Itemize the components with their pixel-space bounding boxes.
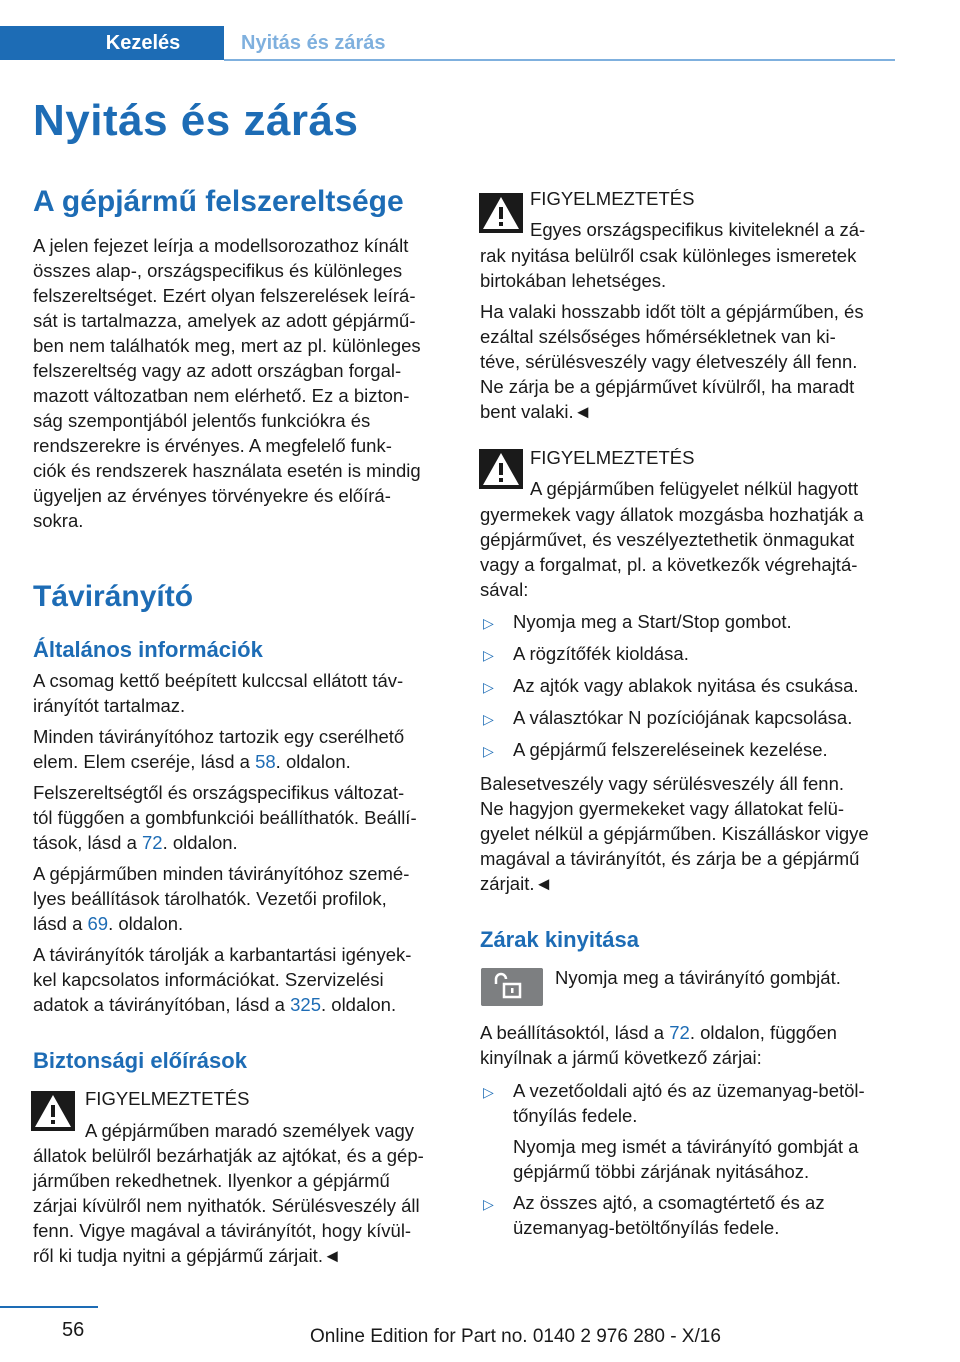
section-tab[interactable] xyxy=(241,26,386,60)
text-line: rendszerekre is érvényes. A megfelelő funk- xyxy=(33,435,392,456)
text-line xyxy=(33,992,453,1017)
text-line: A gépjárműben felügyelet nélkül hagyott xyxy=(530,478,859,499)
chapter-tab[interactable] xyxy=(0,26,224,60)
text-line xyxy=(480,1020,900,1045)
text-line: A távirányítók tárolják a karbantartási igények- xyxy=(33,944,412,965)
text-line xyxy=(33,830,453,855)
text-line: bent valaki.◄ xyxy=(480,401,592,422)
text-line: Ne zárja be a gépjárművet kívülről, ha maradt xyxy=(480,376,855,397)
text-line xyxy=(33,911,453,936)
general-info-text xyxy=(33,668,453,1017)
page-link[interactable]: 325 xyxy=(290,994,321,1015)
text-line: Nyomja meg ismét a távirányító gombját a xyxy=(513,1136,859,1157)
text-line: kinyílnak a jármű következő zárjai: xyxy=(480,1047,762,1068)
warning-triangle-icon xyxy=(479,193,523,233)
text-span: tások, lásd a xyxy=(33,832,143,853)
text-line: kel kapcsolatos információkat. Szervizelési xyxy=(33,969,384,990)
text-span: . oldalon, függően xyxy=(689,1022,837,1043)
text-line: összes alap-, országspecifikus és különleges xyxy=(33,260,403,281)
text-line: felszereltséget. Ezért olyan felszerelések leírá- xyxy=(33,285,416,306)
list-item: A választókar N pozíciójának kapcsolása. xyxy=(513,707,853,728)
text-line: téve, sérülésveszély vagy életveszély áll fenn. xyxy=(480,351,858,372)
triangle-bullet-icon: ▷ xyxy=(483,647,494,663)
text-span: elem. Elem cseréje, lásd a xyxy=(33,751,256,772)
text-line: magával a távirányítót, és zárja be a gépjármű xyxy=(480,848,860,869)
text-line: Az összes ajtó, a csomagtértető és az xyxy=(513,1192,825,1213)
text-line: birtokában lehetséges. xyxy=(480,270,667,291)
text-line: gyelet nélkül a gépjárműben. Kiszálláskor vigye xyxy=(480,823,869,844)
text-line: Felszereltségtől és országspecifikus változat- xyxy=(33,782,405,803)
page-link[interactable]: 69 xyxy=(87,913,109,934)
text-line: ság szempontjából jelentős funkciókra és xyxy=(33,410,371,431)
page-link[interactable]: 58 xyxy=(255,751,276,772)
equipment-paragraph xyxy=(33,233,453,533)
unlock-instruction: Nyomja meg a távirányító gombját. xyxy=(555,967,841,988)
text-line: ben nem találhatók meg, mert az pl. különleges xyxy=(33,335,421,356)
list-item xyxy=(513,1078,913,1184)
warning-label: FIGYELMEZTETÉS xyxy=(85,1088,250,1109)
text-line: ügyeljen az érvényes törvényekre és előírá- xyxy=(33,485,391,506)
footer-rule xyxy=(0,1306,98,1308)
section-title-equipment: A gépjármű felszereltsége xyxy=(33,185,404,218)
list-item xyxy=(513,1190,913,1240)
text-line: gyermekek vagy állatok mozgásba hozhatják a xyxy=(480,504,864,525)
list-item: A rögzítőfék kioldása. xyxy=(513,643,689,664)
warning-triangle-icon xyxy=(479,449,523,489)
text-line: irányítót tartalmaz. xyxy=(33,695,186,716)
list-item: A gépjármű felszereléseinek kezelése. xyxy=(513,739,828,760)
subsection-title-unlock: Zárak kinyitása xyxy=(480,927,639,952)
text-line: sokra. xyxy=(33,510,84,531)
triangle-bullet-icon: ▷ xyxy=(483,1084,494,1100)
text-span: . oldalon. xyxy=(275,751,351,772)
text-span: . oldalon. xyxy=(162,832,238,853)
text-line: rak nyitása belülről csak különleges ismeretek xyxy=(480,245,857,266)
text-line: állatok belülről bezárhatják az ajtókat, és a gép- xyxy=(33,1145,424,1166)
text-line: sát is tartalmazza, amelyek az adott gépjármű- xyxy=(33,310,416,331)
text-line: fenn. Vigye magával a távirányítót, hogy kívül- xyxy=(33,1220,412,1241)
list-item: Az ajtók vagy ablakok nyitása és csukása. xyxy=(513,675,859,696)
warning-text xyxy=(480,243,900,424)
text-line: A csomag kettő beépített kulccsal ellátott táv- xyxy=(33,670,404,691)
text-line: Egyes országspecifikus kiviteleknél a zá- xyxy=(530,219,866,240)
text-line: Ha valaki hosszabb időt tölt a gépjárműben, és xyxy=(480,301,864,322)
text-line xyxy=(33,749,453,774)
triangle-bullet-icon: ▷ xyxy=(483,1196,494,1212)
warning-label: FIGYELMEZTETÉS xyxy=(530,188,695,209)
text-span: lásd a xyxy=(33,913,88,934)
triangle-bullet-icon: ▷ xyxy=(483,743,494,759)
list-item: Nyomja meg a Start/Stop gombot. xyxy=(513,611,792,632)
text-line: gépjárművet, és veszélyeztethetik önmagukat xyxy=(480,529,855,550)
text-line: üzemanyag-betöltőnyílás fedele. xyxy=(513,1217,780,1238)
edition-note: Online Edition for Part no. 0140 2 976 280 - X/16 xyxy=(310,1326,721,1347)
warning-followup-text xyxy=(480,771,910,896)
text-line: zárjait.◄ xyxy=(480,873,553,894)
chapter-header xyxy=(0,26,895,60)
text-line: tőnyílás fedele. xyxy=(513,1105,638,1126)
text-line: Balesetveszély vagy sérülésveszély áll fenn. xyxy=(480,773,845,794)
text-line: mazott változatban nem elérhető. Ez a bizton- xyxy=(33,385,410,406)
text-line: tól függően a gombfunkciói beállíthatók. Beállí- xyxy=(33,807,417,828)
text-span: A beállításoktól, lásd a xyxy=(480,1022,670,1043)
text-line: Ne hagyjon gyermekeket vagy állatokat felü- xyxy=(480,798,845,819)
text-line: A vezetőoldali ajtó és az üzemanyag-betöl- xyxy=(513,1080,865,1101)
text-span: adatok a távirányítóban, lásd a xyxy=(33,994,291,1015)
text-span: . oldalon. xyxy=(108,913,184,934)
text-line: járműben rekedhetnek. Ilyenkor a gépjármű xyxy=(33,1170,390,1191)
triangle-bullet-icon: ▷ xyxy=(483,711,494,727)
text-line: A gépjárműben minden távirányítóhoz szemé- xyxy=(33,863,410,884)
text-span: . oldalon. xyxy=(321,994,397,1015)
text-line: gépjármű többi zárjának nyitásához. xyxy=(513,1161,810,1182)
subsection-title-safety: Biztonsági előírások xyxy=(33,1048,247,1073)
triangle-bullet-icon: ▷ xyxy=(483,615,494,631)
text-line: ciók és rendszerek használata esetén is mindig xyxy=(33,460,421,481)
subsection-title-general: Általános információk xyxy=(33,637,263,662)
page-title: Nyitás és zárás xyxy=(33,96,359,145)
chapter-tab-label: Kezelés xyxy=(105,31,181,54)
page-link[interactable]: 72 xyxy=(142,832,163,853)
warning-label: FIGYELMEZTETÉS xyxy=(530,447,695,468)
text-line: sával: xyxy=(480,579,529,600)
text-line: ről ki tudja nyitni a gépjármű zárjait.◄ xyxy=(33,1245,342,1266)
triangle-bullet-icon: ▷ xyxy=(483,679,494,695)
section-title-remote: Távirányító xyxy=(33,580,194,613)
unlock-paragraph xyxy=(480,1020,900,1070)
text-line: felszereltség vagy az adott országban forgal- xyxy=(33,360,402,381)
text-line: A gépjárműben maradó személyek vagy xyxy=(85,1120,415,1141)
section-tab-label: Nyitás és zárás xyxy=(241,31,386,54)
warning-text xyxy=(480,502,900,602)
page-number: 56 xyxy=(62,1319,85,1341)
text-line: Minden távirányítóhoz tartozik egy cserélhető xyxy=(33,726,405,747)
text-line: zárjai kívülről nem nyithatók. Sérülésveszély áll xyxy=(33,1195,420,1216)
warning-text xyxy=(33,1143,453,1268)
page-link[interactable]: 72 xyxy=(669,1022,690,1043)
header-rule xyxy=(224,59,895,61)
text-line: A jelen fejezet leírja a modellsorozathoz kínált xyxy=(33,235,409,256)
warning-triangle-icon xyxy=(31,1091,75,1131)
text-line: lyes beállítások tárolhatók. Vezetői profilok, xyxy=(33,888,387,909)
unlock-button-icon xyxy=(481,968,543,1006)
text-line: ezáltal szélsőséges hőmérsékletnek van ki- xyxy=(480,326,836,347)
text-line: vagy a forgalmat, pl. a következők végrehajtá- xyxy=(480,554,858,575)
